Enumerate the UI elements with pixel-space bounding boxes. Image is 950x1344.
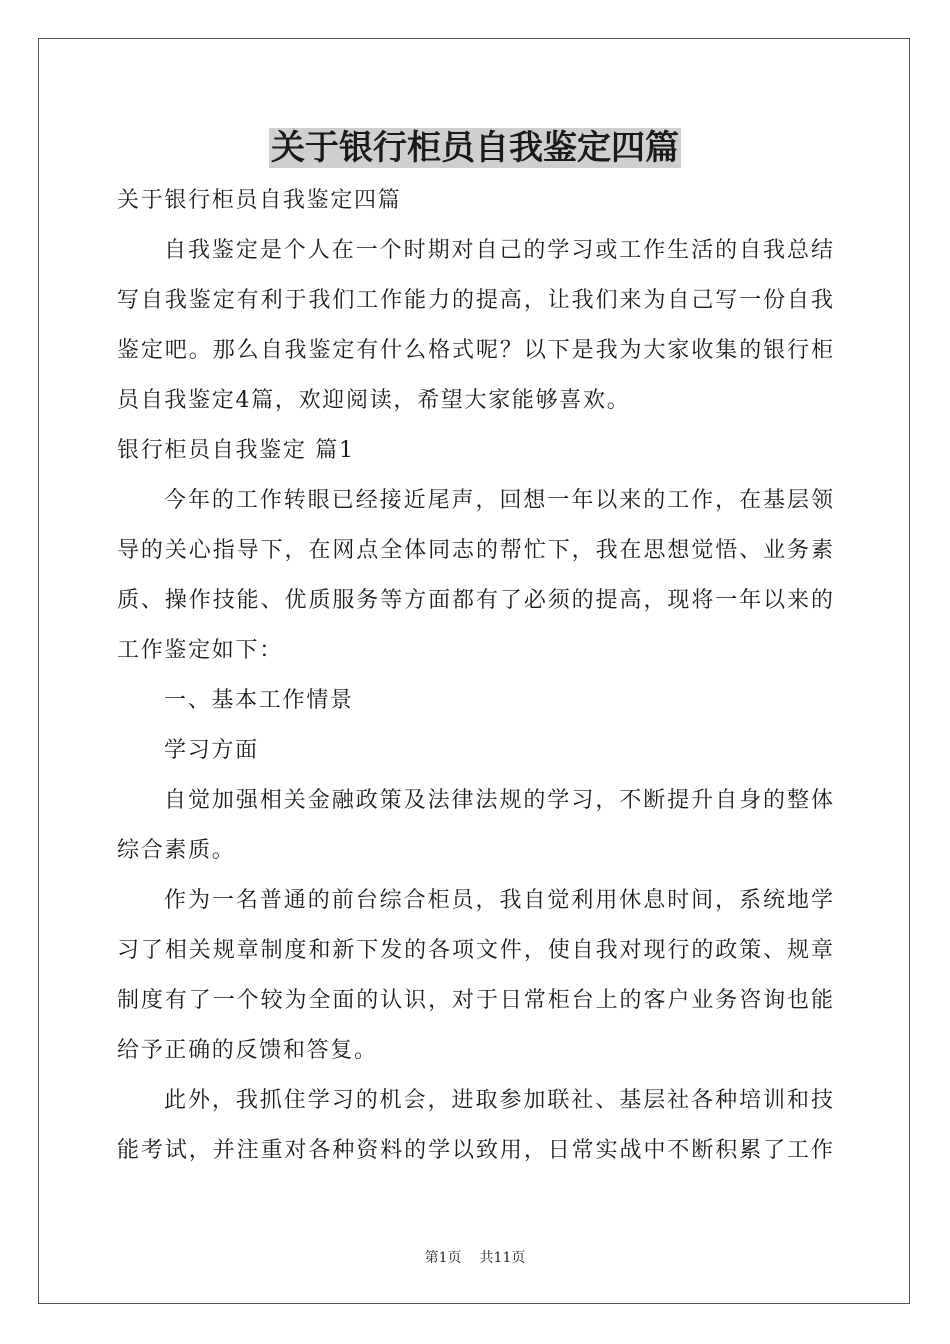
text-line: 关于银行柜员自我鉴定四篇 — [117, 188, 402, 213]
text-line: 工作鉴定如下： — [117, 638, 283, 663]
text-line: 导的关心指导下，在网点全体同志的帮忙下，我在思想觉悟、业务素 — [117, 538, 833, 563]
text-line: 员自我鉴定4篇，欢迎阅读，希望大家能够喜欢。 — [117, 388, 631, 413]
text-line: 今年的工作转眼已经接近尾声，回想一年以来的工作，在基层领 — [164, 488, 833, 513]
page-total: 共11页 — [479, 1250, 526, 1266]
text-line: 鉴定吧。那么自我鉴定有什么格式呢？以下是我为大家收集的银行柜 — [117, 338, 833, 363]
text-line: 银行柜员自我鉴定 篇1 — [117, 438, 355, 463]
text-line: 制度有了一个较为全面的认识，对于日常柜台上的客户业务咨询也能 — [117, 988, 833, 1013]
document-title — [0, 122, 950, 174]
text-line: 一、基本工作情景 — [164, 688, 354, 713]
text-line: 此外，我抓住学习的机会，进取参加联社、基层社各种培训和技 — [164, 1088, 833, 1113]
document-title-text: 关于银行柜员自我鉴定四篇 — [271, 128, 679, 168]
text-line: 自觉加强相关金融政策及法律法规的学习，不断提升自身的整体 — [164, 788, 833, 813]
text-line: 给予正确的反馈和答复。 — [117, 1038, 378, 1063]
text-line: 综合素质。 — [117, 838, 236, 863]
text-line: 写自我鉴定有利于我们工作能力的提高，让我们来为自己写一份自我 — [117, 288, 833, 313]
page-footer — [0, 1248, 950, 1268]
text-line: 自我鉴定是个人在一个时期对自己的学习或工作生活的自我总结 — [164, 238, 833, 263]
page-number: 第1页 — [424, 1250, 462, 1266]
text-line: 作为一名普通的前台综合柜员，我自觉利用休息时间，系统地学 — [164, 888, 833, 913]
text-line: 学习方面 — [164, 738, 259, 763]
text-line: 能考试，并注重对各种资料的学以致用，日常实战中不断积累了工作 — [117, 1138, 833, 1163]
document-body — [117, 176, 833, 1176]
text-line: 质、操作技能、优质服务等方面都有了必须的提高，现将一年以来的 — [117, 588, 833, 613]
text-line: 习了相关规章制度和新下发的各项文件，使自我对现行的政策、规章 — [117, 938, 833, 963]
